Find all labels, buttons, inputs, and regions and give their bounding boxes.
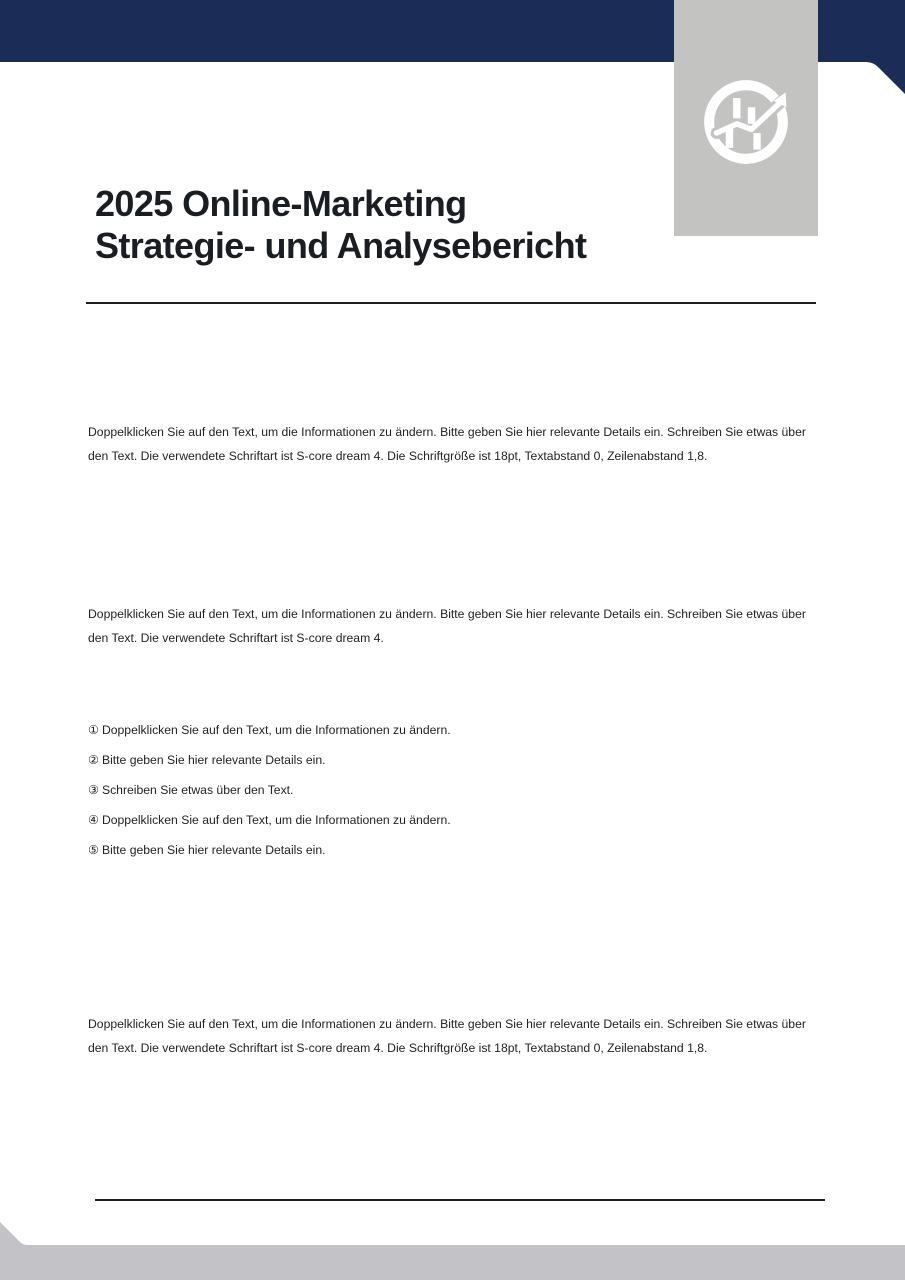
list-item-text: Doppelklicken Sie auf den Text, um die Informationen zu ändern. <box>101 813 451 827</box>
list-item <box>88 745 451 775</box>
body-paragraph: Doppelklicken Sie auf den Text, um die Informationen zu ändern. Bitte geben Sie hier relevante Details ein. Schreiben Sie etwas über den Text. Die verwendete Schriftart ist S-core dream 4. Die Schriftgröße ist 18pt, Textabstand 0, Zeilenabstand 1,8. <box>88 1017 806 1055</box>
footer-divider <box>95 1199 825 1201</box>
title-divider <box>86 302 816 304</box>
footer-band <box>0 1222 905 1280</box>
list-item <box>88 805 451 835</box>
list-item <box>88 715 451 745</box>
document-title <box>95 183 586 267</box>
chart-growth-logo-icon <box>700 76 792 168</box>
list-number: ② <box>88 753 99 767</box>
numbered-list <box>88 715 451 865</box>
list-item <box>88 835 451 865</box>
title-line: Strategie- und Analysebericht <box>95 225 587 266</box>
list-number: ③ <box>88 783 99 797</box>
body-paragraph: Doppelklicken Sie auf den Text, um die Informationen zu ändern. Bitte geben Sie hier relevante Details ein. Schreiben Sie etwas über den Text. Die verwendete Schriftart ist S-core dream 4. Die Schriftgröße ist 18pt, Textabstand 0, Zeilenabstand 1,8. <box>88 425 806 463</box>
list-item-text: Doppelklicken Sie auf den Text, um die Informationen zu ändern. <box>101 723 451 737</box>
title-line: 2025 Online-Marketing <box>95 183 467 224</box>
list-item-text: Schreiben Sie etwas über den Text. <box>101 783 294 797</box>
list-number: ① <box>88 723 99 737</box>
list-number: ⑤ <box>88 843 99 857</box>
list-item-text: Bitte geben Sie hier relevante Details ein. <box>101 843 326 857</box>
list-number: ④ <box>88 813 99 827</box>
list-item <box>88 775 451 805</box>
logo-panel <box>674 0 818 236</box>
body-paragraph: Doppelklicken Sie auf den Text, um die Informationen zu ändern. Bitte geben Sie hier relevante Details ein. Schreiben Sie etwas über den Text. Die verwendete Schriftart ist S-core dream 4. <box>88 607 806 645</box>
list-item-text: Bitte geben Sie hier relevante Details ein. <box>101 753 326 767</box>
